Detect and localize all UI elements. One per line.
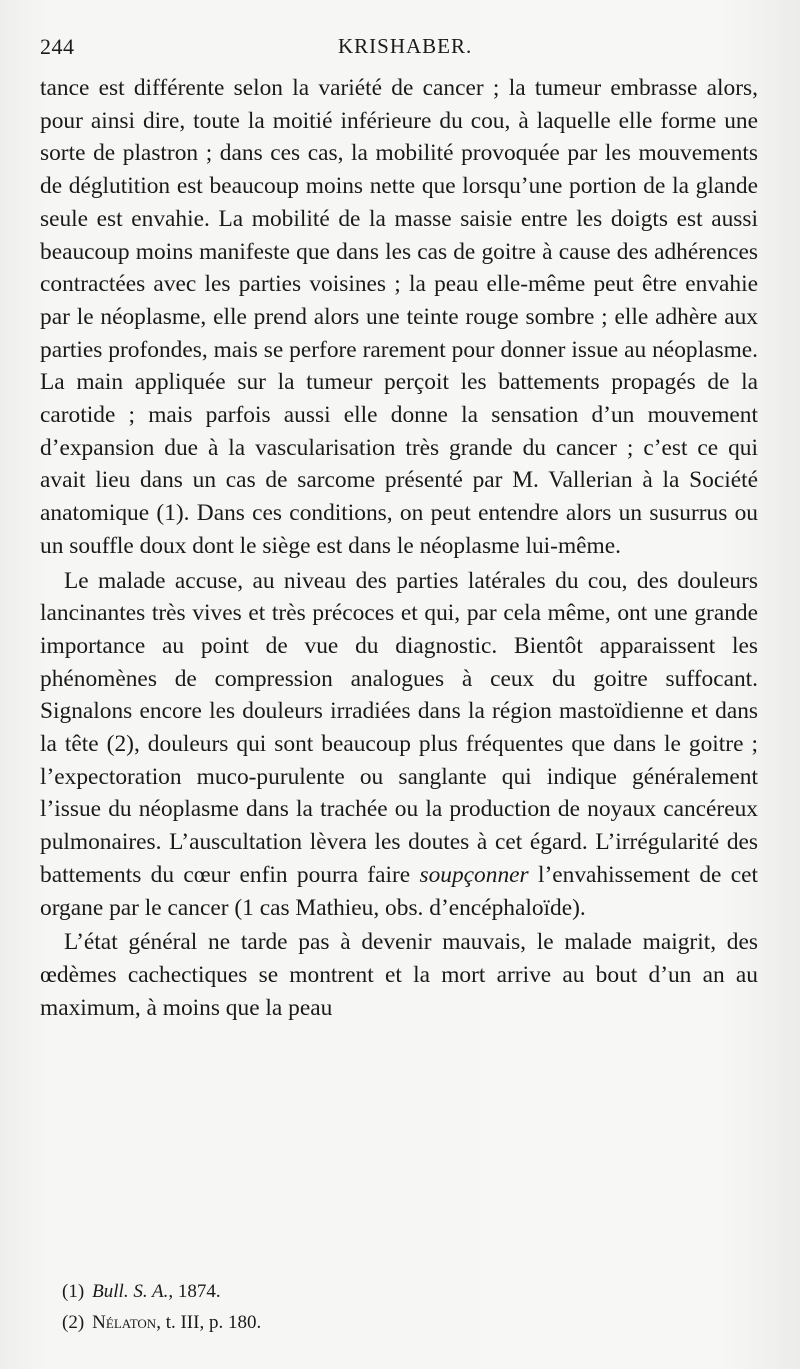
footnote-source: Bull. S. A. [92,1281,169,1302]
footnote-marker: (1) [62,1281,85,1302]
paragraph-1 [40,72,758,563]
paragraph-3 [40,926,758,1024]
page-header [40,34,760,64]
footnote-rest: , t. III, p. 180. [156,1312,262,1333]
footnote-author: Nélaton [92,1312,157,1333]
page-number: 244 [40,34,75,59]
running-head: KRISHABER. [338,34,473,58]
paragraph-text: l’envahissement de cet organe par le cancer (1 cas Mathieu, obs. d’encéphaloïde). [40,861,758,921]
footnote-2 [62,1307,752,1338]
body-text [40,72,758,1024]
footnote-1 [62,1276,752,1307]
footnote-marker: (2) [62,1312,85,1333]
footnotes [62,1276,752,1338]
paragraph-text: Le malade accuse, au niveau des parties latérales du cou, des douleurs lancinantes très vives et très précoces et qui, par cela même, ont une grande importance au point de vue du diagnostic. Bientôt apparaissent les phénomènes de compression analogues à ceux du goitre suffocant. Signalons encore les douleurs irradiées dans la région mastoïdienne et dans la tête (2), douleurs qui sont beaucoup plus fréquentes que dans le goitre ; l’expectoration muco-purulente ou sanglante qui indique généralement l’issue du néoplasme dans la trachée ou la production de noyaux cancéreux pulmonaires. L’auscultation lèvera les doutes à cet égard. L’irrégularité des battements du cœur enfin pourra faire [40,567,758,888]
italic-term: soupçonner [419,861,529,888]
paragraph-2 [40,565,758,925]
footnote-rest: , 1874. [168,1281,221,1302]
paragraph-text: L’état général ne tarde pas à devenir mauvais, le malade maigrit, des œdèmes cachectiques se montrent et la mort arrive au bout d’un an au maximum, à moins que la peau [40,929,758,1021]
paragraph-text: tance est différente selon la variété de cancer ; la tumeur embrasse alors, pour ainsi dire, toute la moitié inférieure du cou, à laquelle elle forme une sorte de plastron ; dans ces cas, la mobilité provoquée par les mouvements de déglutition est beaucoup moins nette que lorsqu’une portion de la glande seule est envahie. La mobilité de la masse saisie entre les doigts est aussi beaucoup moins manifeste que dans les cas de goitre à cause des adhérences contractées avec les parties voisines ; la peau elle-même peut être envahie par le néoplasme, elle prend alors une teinte rouge sombre ; elle adhère aux parties profondes, mais se perfore rarement pour donner issue au néoplasme. La main appliquée sur la tumeur perçoit les battements propagés de la carotide ; mais parfois aussi elle donne la sensation d’un mouvement d’expansion due à la vascularisation très grande du cancer ; c’est ce qui avait lieu dans un cas de sarcome présenté par M. Vallerian à la Société anatomique (1). Dans ces conditions, on peut entendre alors un susurrus ou un souffle doux dont le siège est dans le néoplasme lui-même. [40,75,758,559]
